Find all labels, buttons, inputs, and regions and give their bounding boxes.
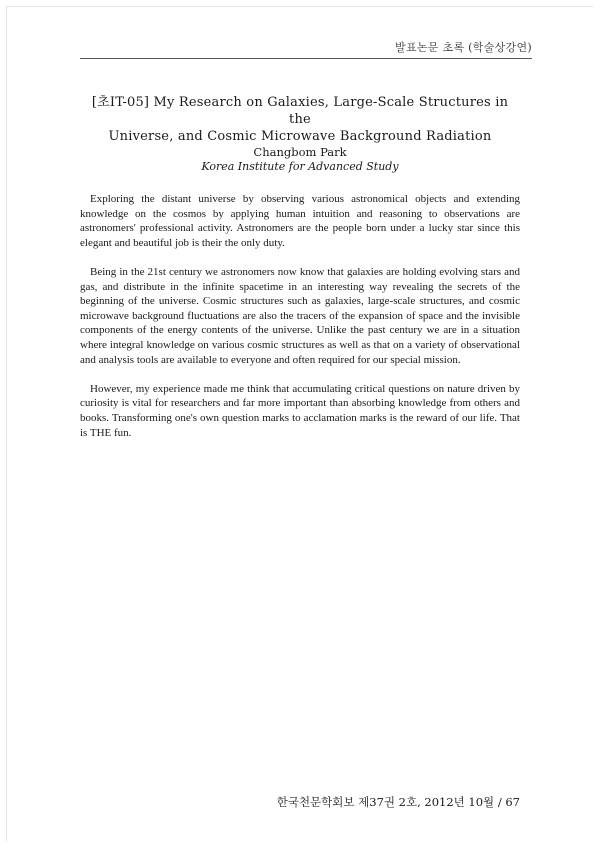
abstract-paragraph-3: However, my experience made me think that accumulating critical questions on nature driven by curiosity is vital for researchers and far more important than absorbing knowledge from others and books. Transforming one's own question marks to acclamation marks is the reward of our life. That is THE fun. [80, 382, 520, 439]
author-name: Changbom Park [253, 145, 347, 159]
header-rule [80, 58, 532, 59]
abstract-paragraph-1: Exploring the distant universe by observing various astronomical objects and extending knowledge on the cosmos by applying human intuition and reasoning to observations are astronomers' professional activity. Astronomers are the people born under a lucky star since this elegant and beautiful job is their the only duty. [80, 193, 520, 249]
abstract-body [80, 192, 520, 455]
running-header: 발표논문 초록 (학술상강연) [395, 41, 532, 54]
article-title-line-1: [초IT-05] My Research on Galaxies, Large-Scale Structures in the [91, 95, 509, 127]
abstract-paragraph-2: Being in the 21st century we astronomers now know that galaxies are holding evolving stars and gas, and distribute in the infinite spacetime in an interesting way revealing the secrets of the beginning of the universe. Cosmic structures such as galaxies, large-scale structures, and cosmic microwave background fluctuations are also the tracers of the expansion of space and the invisible components of the energy contents of the universe. Unlike the past century we are in a situation where integral knowledge on various cosmic structures as well as that on a variety of observational and analysis tools are available to everyone and often required for our special mission. [80, 265, 520, 366]
author-affiliation: Korea Institute for Advanced Study [201, 160, 399, 173]
journal-footer: 한국천문학회보 제37권 2호, 2012년 10월 / 67 [276, 795, 520, 809]
article-title-line-2: Universe, and Cosmic Microwave Background Radiation [108, 129, 492, 144]
article-title [80, 94, 520, 145]
